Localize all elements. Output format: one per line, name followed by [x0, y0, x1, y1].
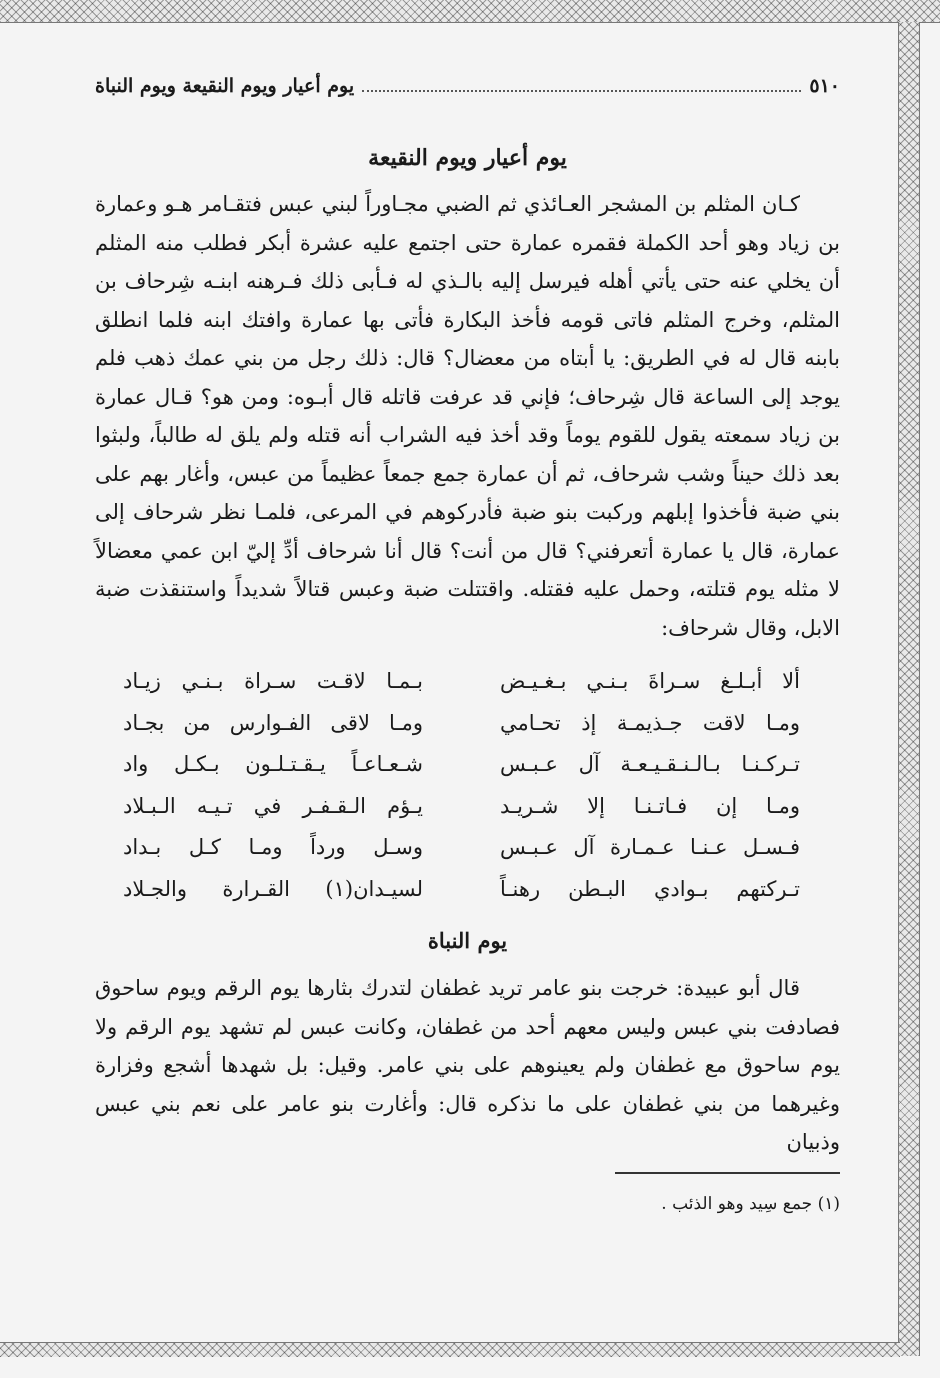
body-paragraph: كـان المثلم بن المشجر العـائذي ثم الضبي مجـاوراً لبني عبس فتقـامر هـو وعمارة بن زياد وهو أحد الكملة فقمره عمارة حتى اجتمع عليه عشرة أبكر فطلب منه المثلم أن يخلي عنه حتى يأتي أهله فيرسل إليه بالـذي له فـأبى ذلك فـرهنه ابنـه شِرحاف بن المثلم، وخرج المثلم فاتى قومه فأخذ البكارة فأتى بها عمارة وافتك ابنه فلما انطلق بابنه قال له في الطريق: يا أبتاه من معضال؟ قال: ذلك رجل من بني عمك ذهب فلم يوجد إلى الساعة قال شِرحاف؛ فإني قد عرفت قاتله قال أبـوه: ومن هو؟ قـال عمارة بن زياد سمعته يقول للقوم يوماً وقد أخذ فيه الشراب أنه قتله ولم يلق له طالباً، ولبثوا بعد ذلك حيناً وشب شرحاف، ثم أن عمارة جمع جمعاً عظيماً من عبس، وأغار بهم على بني ضبة فأخذوا إبلهم وركبت بنو ضبة فأدركوهم في المرعى، فلمـا نظر شرحاف إلى عمارة، قال يا عمارة أتعرفني؟ قال من أنت؟ قال أنا شرحاف أدِّ إليّ ابن عمي معضالاً لا مثله يوم قتلته، وحمل عليه فقتله. واقتتلت ضبة وعبس قتالاً شديداً واستنقذت ضبة الابل، وقال شرحاف: [95, 192, 840, 640]
verse-second-hemistich: ومـا لاقى الفـوارس من بجـاد [123, 710, 423, 735]
verse-second-hemistich: بـمـا لاقـت سـراة بـنـي زيـاد [123, 669, 423, 693]
verse-second-hemistich: لسيـدان(١) القـرارة والجـلاد [123, 876, 423, 901]
verse-first-hemistich: ومـا إن فـاتـنـا إلا شـريـد [500, 793, 800, 818]
poem-verse [95, 703, 840, 745]
running-header [95, 75, 840, 109]
verse-second-hemistich: يـؤم الـقـفـر في تـيـه الـبـلاد [123, 793, 423, 818]
body-paragraph: قال أبو عبيدة: خرجت بنو عامر تريد غطفان لتدرك بثارها يوم الرقم ويوم ساحوق فصادفت بني عبس وليس معهم أحد من غطفان، وكانت عبس لم تشهد يوم الرقم ولا يوم ساحوق مع غطفان ولم يعينوهم على بني عامر. وقيل: بل شهدها أشجع وفزارة وغيرهما من بني غطفان على ما نذكره قال: وأغارت بنو عامر على نعم بني عبس وذبيان [95, 976, 841, 1154]
verse-first-hemistich: فـسـل عـنـا عـمـارة آل عـبـس [500, 835, 800, 859]
verse-second-hemistich: وسـل ورداً ومـا كـل بـداد [123, 835, 423, 859]
dotted-leader [362, 78, 801, 92]
footnote: (١) جمع سِيد وهو الذئب . [661, 1193, 840, 1214]
poem-verse [95, 869, 840, 911]
page-number: ٥١٠ [809, 75, 840, 97]
verse-first-hemistich: ألا أبـلـغ سـراةَ بـنـي بـغـيـض [500, 669, 800, 693]
decorative-border-top [0, 0, 940, 23]
poem [95, 661, 840, 910]
decorative-border-bottom [0, 1342, 900, 1357]
verse-second-hemistich: شـعـاعـاً يـقـتـلـون بـكـل واد [123, 752, 423, 776]
section-title: يوم النباة [427, 928, 508, 953]
poem-verse [95, 786, 840, 828]
poem-verse [95, 661, 840, 703]
decorative-border-right [898, 22, 920, 1356]
footnote-separator [615, 1172, 840, 1174]
page-content [95, 75, 840, 1214]
poem-verse [95, 744, 840, 786]
section-title: يوم أعيار ويوم النقيعة [368, 145, 567, 171]
poem-verse [95, 827, 840, 869]
verse-first-hemistich: تـركـنـا بـالـنـقـيـعـة آل عـبـس [500, 752, 800, 776]
running-title: يوم أعيار ويوم النقيعة ويوم النباة [95, 75, 355, 97]
verse-first-hemistich: تـركتهم بـوادي البـطن رهنـاً [500, 876, 800, 901]
verse-first-hemistich: ومـا لاقت جـذيمـة إذ تحـامي [500, 710, 800, 735]
